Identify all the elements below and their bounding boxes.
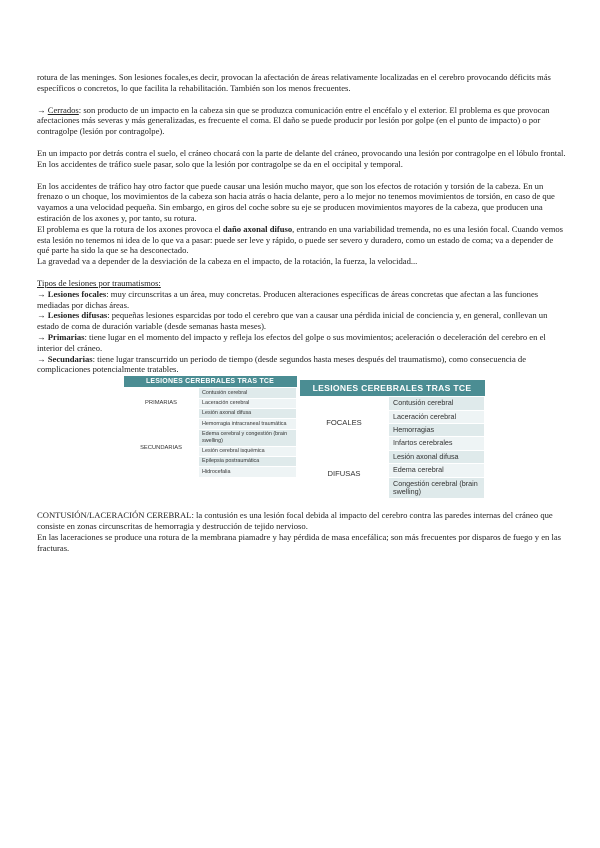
table2-group-focales: FOCALES bbox=[300, 397, 389, 451]
axonal-text-a: El problema es que la rotura de los axones provoca el bbox=[37, 223, 223, 234]
term-dano-axonal: daño axonal difuso bbox=[222, 223, 293, 234]
table2-item: Hemorragias bbox=[389, 423, 485, 436]
table1-item: Contusión cerebral bbox=[199, 388, 297, 398]
table1-item: Lesión cerebral isquémica bbox=[199, 446, 297, 456]
arrow-glyph: → bbox=[37, 353, 48, 364]
document-page bbox=[37, 72, 567, 553]
paragraph-cerrados bbox=[37, 105, 567, 137]
table1-item: Hidrocefalia bbox=[199, 467, 297, 477]
table1-item: Edema cerebral y congestión (brain swelling) bbox=[199, 429, 297, 446]
type-focales bbox=[37, 289, 567, 311]
secundarias-text: : tiene lugar transcurrido un periodo de tiempo (desde segundos hasta meses después del traumatismo), como consecuencia de complicaciones potencialmente tratables. bbox=[37, 353, 527, 375]
paragraph-axonal bbox=[37, 224, 567, 256]
type-secundarias bbox=[37, 354, 567, 376]
table1-item: Epilepsia postraumática bbox=[199, 456, 297, 466]
table2-item: Laceración cerebral bbox=[389, 410, 485, 423]
primarias-text: : tiene lugar en el momento del impacto y refleja los efectos del golpe o sus movimientos; aceleración o deceleración del cerebro en el interior del cráneo. bbox=[37, 331, 546, 353]
table2-group-difusas: DIFUSAS bbox=[300, 450, 389, 499]
table1-group-secundarias: SECUNDARIAS bbox=[124, 419, 199, 477]
table2-item: Congestión cerebral (brain swelling) bbox=[389, 477, 485, 499]
cerrados-text: : son producto de un impacto en la cabeza sin que se produzca comunicación entre el encéfalo y el exterior. El problema es que provocan afectaciones más severas y más generalizadas, es frecuente el coma. El daño se puede producir por lesión por golpe (en el punto de impacto) o por contragolpe (lesión por contragolpe). bbox=[37, 104, 550, 137]
paragraph-gravedad: La gravedad va a depender de la desviación de la cabeza en el impacto, de la rotación, la fuerza, la velocidad... bbox=[37, 256, 418, 267]
term-difusas: Lesiones difusas bbox=[47, 310, 108, 321]
type-difusas bbox=[37, 310, 567, 332]
table1-group-primarias: PRIMARIAS bbox=[124, 388, 199, 419]
term-cerrados: Cerrados bbox=[47, 104, 79, 115]
table1-item: Laceración cerebral bbox=[199, 398, 297, 408]
table2-item: Infartos cerebrales bbox=[389, 437, 485, 450]
tables-figure bbox=[37, 376, 567, 504]
table-primarias-secundarias bbox=[123, 376, 297, 478]
paragraph-torsion: En los accidentes de tráfico hay otro factor que puede causar una lesión mucho mayor, que son los efectos de rotación y torsión de la cabeza. En un frenazo o un choque, los movimientos de la cabeza son hacia atrás o hacia delante, pero a lo mejor no tenemos movimientos de torsión, en caso de que vayamos a una velocidad pequeña. Sin embargo, en giros del coche sobre su eje se producen movimientos mayores de la cabeza, que producen una estiración de los axones y, por tanto, su rotura. bbox=[37, 180, 555, 223]
axonal-text-b: , entrando en una variabilidad tremenda, no es una lesión focal. Cuando vemos esta lesión no tenemos ni idea de lo que va a pasar: puede ser leve y rápido, o puede ser severo y duradero, como un estado de coma; va a depender de qué parte ha sido la que se ha desconectado. bbox=[37, 223, 564, 256]
arrow-glyph: → bbox=[37, 310, 48, 321]
arrow-glyph: → bbox=[37, 288, 48, 299]
paragraph-laceracion: En las laceraciones se produce una rotura de la membrana piamadre y hay pérdida de masa encefálica; son más frecuentes por disparos de fuego y en las fracturas. bbox=[37, 531, 561, 553]
table2-item: Edema cerebral bbox=[389, 464, 485, 477]
table2-item: Contusión cerebral bbox=[389, 397, 485, 410]
table2-title: LESIONES CEREBRALES TRAS TCE bbox=[300, 380, 485, 397]
types-heading: Tipos de lesiones por traumatismos: bbox=[37, 277, 161, 288]
table1-item: Lesión axonal difusa bbox=[199, 408, 297, 418]
difusas-text: : pequeñas lesiones esparcidas por todo el cerebro que van a causar una pérdida inicial de conciencia y, en general, conllevan un estado de coma de duración variable (desde semanas hasta meses). bbox=[37, 310, 548, 332]
table1-item: Hemorragia intracraneal traumática bbox=[199, 419, 297, 429]
type-primarias bbox=[37, 332, 567, 354]
paragraph-abiertos: rotura de las meninges. Son lesiones focales,es decir, provocan la afectación de áreas relativamente localizadas en el cerebro provocando déficits más específicos o concretos, lo que facilita la rehabilitación. También son los menos frecuentes. bbox=[37, 72, 551, 93]
focales-text: : muy circunscritas a un área, muy concretas. Producen alteraciones específicas de áreas concretas que afectan a las funciones mediadas por dichas áreas. bbox=[37, 288, 539, 310]
table-focales-difusas bbox=[299, 380, 485, 499]
table2-item: Lesión axonal difusa bbox=[389, 450, 485, 463]
term-focales: Lesiones focales bbox=[47, 288, 107, 299]
arrow-glyph: → bbox=[37, 331, 48, 342]
table1-title: LESIONES CEREBRALES TRAS TCE bbox=[124, 376, 297, 388]
term-secundarias: Secundarias bbox=[47, 353, 93, 364]
paragraph-contusion: CONTUSIÓN/LACERACIÓN CEREBRAL: la contusión es una lesión focal debida al impacto del cerebro contra las paredes internas del cráneo que consiste en zonas circunscritas de hemorragia y destrucción de tejido nervioso. bbox=[37, 510, 553, 531]
term-primarias: Primarias bbox=[47, 331, 85, 342]
paragraph-impacto: En un impacto por detrás contra el suelo, el cráneo chocará con la parte de delante del cráneo, provocando una lesión por contragolpe en el lóbulo frontal. En los accidentes de tráfico suele pasar, solo que la lesión por contragolpe se da en el occipital y temporal. bbox=[37, 147, 566, 169]
arrow-glyph: → bbox=[37, 104, 48, 115]
